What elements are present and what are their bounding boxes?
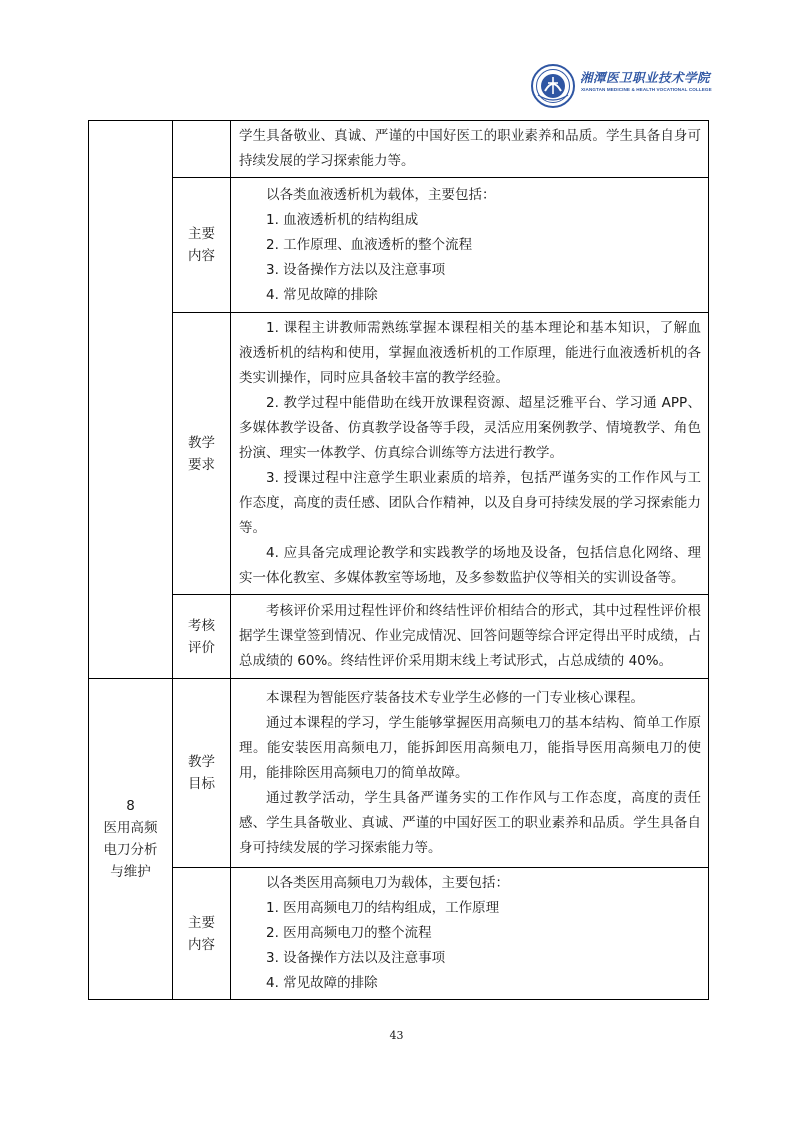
table-row bbox=[89, 313, 709, 595]
table-row bbox=[89, 178, 709, 313]
course-name-line: 医用高频 bbox=[103, 820, 158, 836]
content-cell bbox=[231, 595, 709, 679]
content-cell bbox=[231, 178, 709, 313]
content-paragraph: 4. 应具备完成理论教学和实践教学的场地及设备，包括信息化网络、理实一体化教室、多媒体教室等场地，及多参数监护仪等相关的实训设备等。 bbox=[239, 545, 701, 586]
table-row bbox=[89, 868, 709, 1000]
row-label: 教学 目标 bbox=[173, 679, 231, 868]
content-cell bbox=[231, 868, 709, 1000]
course-8-cell bbox=[89, 679, 173, 1000]
school-name-english: XIANGTAN MEDICINE & HEALTH VOCATIONAL COLLEGE bbox=[581, 87, 712, 92]
content-paragraph: 以各类血液透析机为载体，主要包括： bbox=[266, 186, 496, 203]
content-paragraph: 1. 课程主讲教师需熟练掌握本课程相关的基本理论和基本知识，了解血液透析机的结构和使用，掌握血液透析机的工作原理，能进行血液透析机的各类实训操作，同时应具备较丰富的教学经验。 bbox=[239, 320, 701, 386]
content-paragraph: 通过教学活动，学生具备严谨务实的工作作风与工作态度，高度的责任感、学生具备敬业、真诚、严谨的中国好医工的职业素养和品质。学生具备自身可持续发展的学习探索能力等。 bbox=[239, 789, 701, 856]
list-item: 4. 常见故障的排除 bbox=[266, 975, 378, 991]
content-paragraph: 以各类医用高频电刀为载体，主要包括： bbox=[266, 875, 509, 891]
table-row bbox=[89, 595, 709, 679]
list-item: 2. 医用高频电刀的整个流程 bbox=[266, 925, 432, 941]
content-cell bbox=[231, 313, 709, 595]
row-label: 考核 评价 bbox=[173, 595, 231, 679]
row-label: 教学 要求 bbox=[173, 313, 231, 595]
list-item: 2. 工作原理、血液透析的整个流程 bbox=[266, 236, 473, 253]
content-paragraph: 3. 授课过程中注意学生职业素质的培养，包括严谨务实的工作作风与工作态度，高度的责任感、团队合作精神，以及自身可持续发展的学习探索能力等。 bbox=[239, 470, 701, 536]
content-cell bbox=[231, 121, 709, 178]
row-label: 主要 内容 bbox=[173, 868, 231, 1000]
school-emblem-icon bbox=[530, 63, 576, 109]
page-number: 43 bbox=[389, 1029, 404, 1042]
course-table bbox=[88, 120, 709, 1000]
content-paragraph: 通过本课程的学习，学生能够掌握医用高频电刀的基本结构、简单工作原理。能安装医用高频电刀，能拆卸医用高频电刀，能指导医用高频电刀的使用，能排除医用高频电刀的简单故障。 bbox=[239, 714, 701, 781]
list-item: 3. 设备操作方法以及注意事项 bbox=[266, 950, 446, 966]
table-row bbox=[89, 679, 709, 868]
content-cell bbox=[231, 679, 709, 868]
row-label: 主要 内容 bbox=[173, 178, 231, 313]
content-paragraph: 本课程为智能医疗装备技术专业学生必修的一门专业核心课程。 bbox=[266, 689, 644, 706]
content-paragraph: 学生具备敬业、真诚、严谨的中国好医工的职业素养和品质。学生具备自身可持续发展的学习探索能力等。 bbox=[239, 128, 701, 169]
content-paragraph: 考核评价采用过程性评价和终结性评价相结合的形式，其中过程性评价根据学生课堂签到情况、作业完成情况、回答问题等综合评定得出平时成绩，占总成绩的 60%。终结性评价采用期末线上考试形式，占总成绩的 40%。 bbox=[239, 603, 701, 669]
course-number: 8 bbox=[126, 798, 135, 814]
label-cell-empty bbox=[173, 121, 231, 178]
course-cell-previous bbox=[89, 121, 173, 679]
table-row bbox=[89, 121, 709, 178]
course-name-line: 与维护 bbox=[110, 864, 151, 880]
list-item: 1. 医用高频电刀的结构组成，工作原理 bbox=[266, 900, 500, 916]
course-name-line: 电刀分析 bbox=[103, 842, 158, 858]
school-logo bbox=[530, 63, 725, 113]
list-item: 4. 常见故障的排除 bbox=[266, 286, 378, 303]
school-name: 湘潭医卫职业技术学院 bbox=[580, 70, 711, 85]
list-item: 3. 设备操作方法以及注意事项 bbox=[266, 261, 446, 278]
content-paragraph: 2. 教学过程中能借助在线开放课程资源、超星泛雅平台、学习通 APP、多媒体教学设备、仿真教学设备等手段，灵活应用案例教学、情境教学、角色扮演、理实一体教学、仿真综合训练等方法进行教学。 bbox=[239, 395, 701, 461]
list-item: 1. 血液透析机的结构组成 bbox=[266, 211, 419, 228]
